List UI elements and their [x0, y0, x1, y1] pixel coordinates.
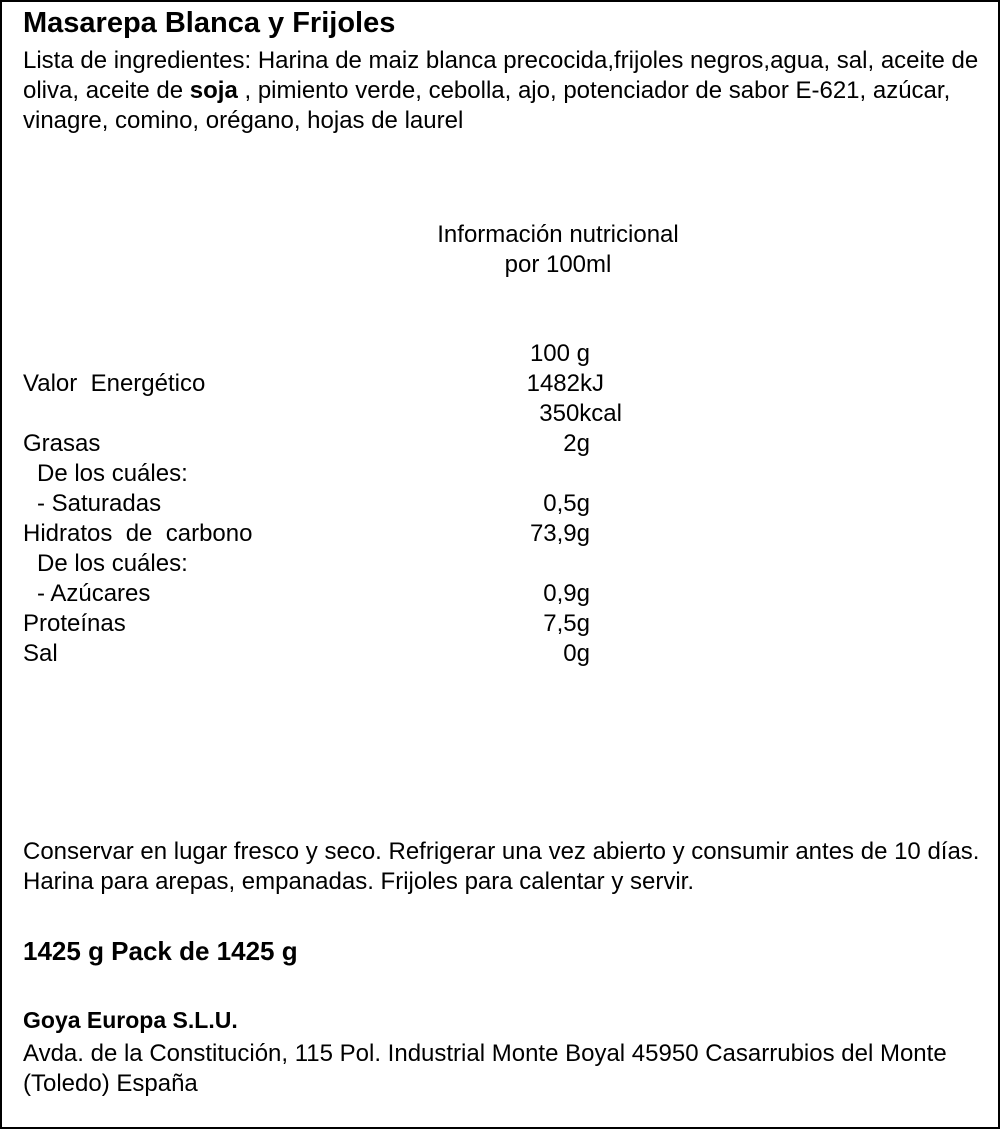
nutrition-label: - Saturadas [37, 490, 162, 517]
nutrition-heading-title: Información nutricional [437, 221, 679, 248]
ingredients-text-end: , pimiento verde, cebolla, ajo, potenciador de sabor E-621, azúcar, vinagre, comino, orégano, hojas de laurel [23, 77, 951, 134]
nutrition-row-hidratos [2, 519, 1000, 549]
nutrition-row-sal [2, 639, 1000, 669]
nutrition-value-energy-kj: 1482kJ [526, 370, 604, 397]
nutrition-column-header-row [2, 339, 1000, 369]
nutrition-label-energy: Valor Energético [23, 370, 206, 397]
nutrition-column-header: 100 g [529, 340, 590, 367]
nutrition-value: 73,9g [529, 520, 590, 547]
net-weight: 1425 g Pack de 1425 g [23, 936, 298, 966]
nutrition-value: 0,5g [543, 490, 590, 517]
allergen-soja: soja [189, 77, 238, 104]
nutrition-value: 7,5g [543, 610, 590, 637]
nutrition-value-energy-kcal: 350kcal [539, 400, 622, 427]
nutrition-label: Sal [23, 640, 58, 667]
nutrition-table [2, 339, 1000, 669]
storage-instructions: Conservar en lugar fresco y seco. Refrigerar una vez abierto y consumir antes de 10 días. Harina para arepas, empanadas. Frijoles para calentar y servir. [23, 838, 980, 895]
nutrition-value: 2g [563, 430, 590, 457]
ingredients-text-start: Lista de ingredientes: Harina de maiz blanca precocida,frijoles negros,agua, sal, aceite de oliva, aceite de [23, 47, 979, 104]
nutrition-row-grasas [2, 429, 1000, 459]
nutrition-heading-basis: por 100ml [504, 251, 612, 278]
nutrition-label: - Azúcares [37, 580, 151, 607]
nutrition-label: De los cuáles: [37, 550, 188, 577]
nutrition-label: De los cuáles: [37, 460, 188, 487]
product-title: Masarepa Blanca y Frijoles [23, 7, 396, 39]
ingredients-list [23, 46, 983, 136]
nutrition-value: 0,9g [543, 580, 590, 607]
nutrition-row-energy [2, 369, 1000, 399]
nutrition-value: 0g [563, 640, 590, 667]
nutrition-label: Hidratos de carbono [23, 520, 253, 547]
company-address: Avda. de la Constitución, 115 Pol. Industrial Monte Boyal 45950 Casarrubios del Monte (Toledo) España [23, 1040, 947, 1097]
nutrition-label: Grasas [23, 430, 101, 457]
nutrition-label: Proteínas [23, 610, 126, 637]
nutrition-row-azucares [2, 579, 1000, 609]
nutrition-row-energy-kcal [2, 399, 1000, 429]
company-name: Goya Europa S.L.U. [23, 1007, 238, 1033]
nutrition-heading [358, 220, 758, 280]
nutrition-row-hidratos-subheading [2, 549, 1000, 579]
nutrition-row-grasas-subheading [2, 459, 1000, 489]
nutrition-row-saturadas [2, 489, 1000, 519]
nutrition-row-proteinas [2, 609, 1000, 639]
